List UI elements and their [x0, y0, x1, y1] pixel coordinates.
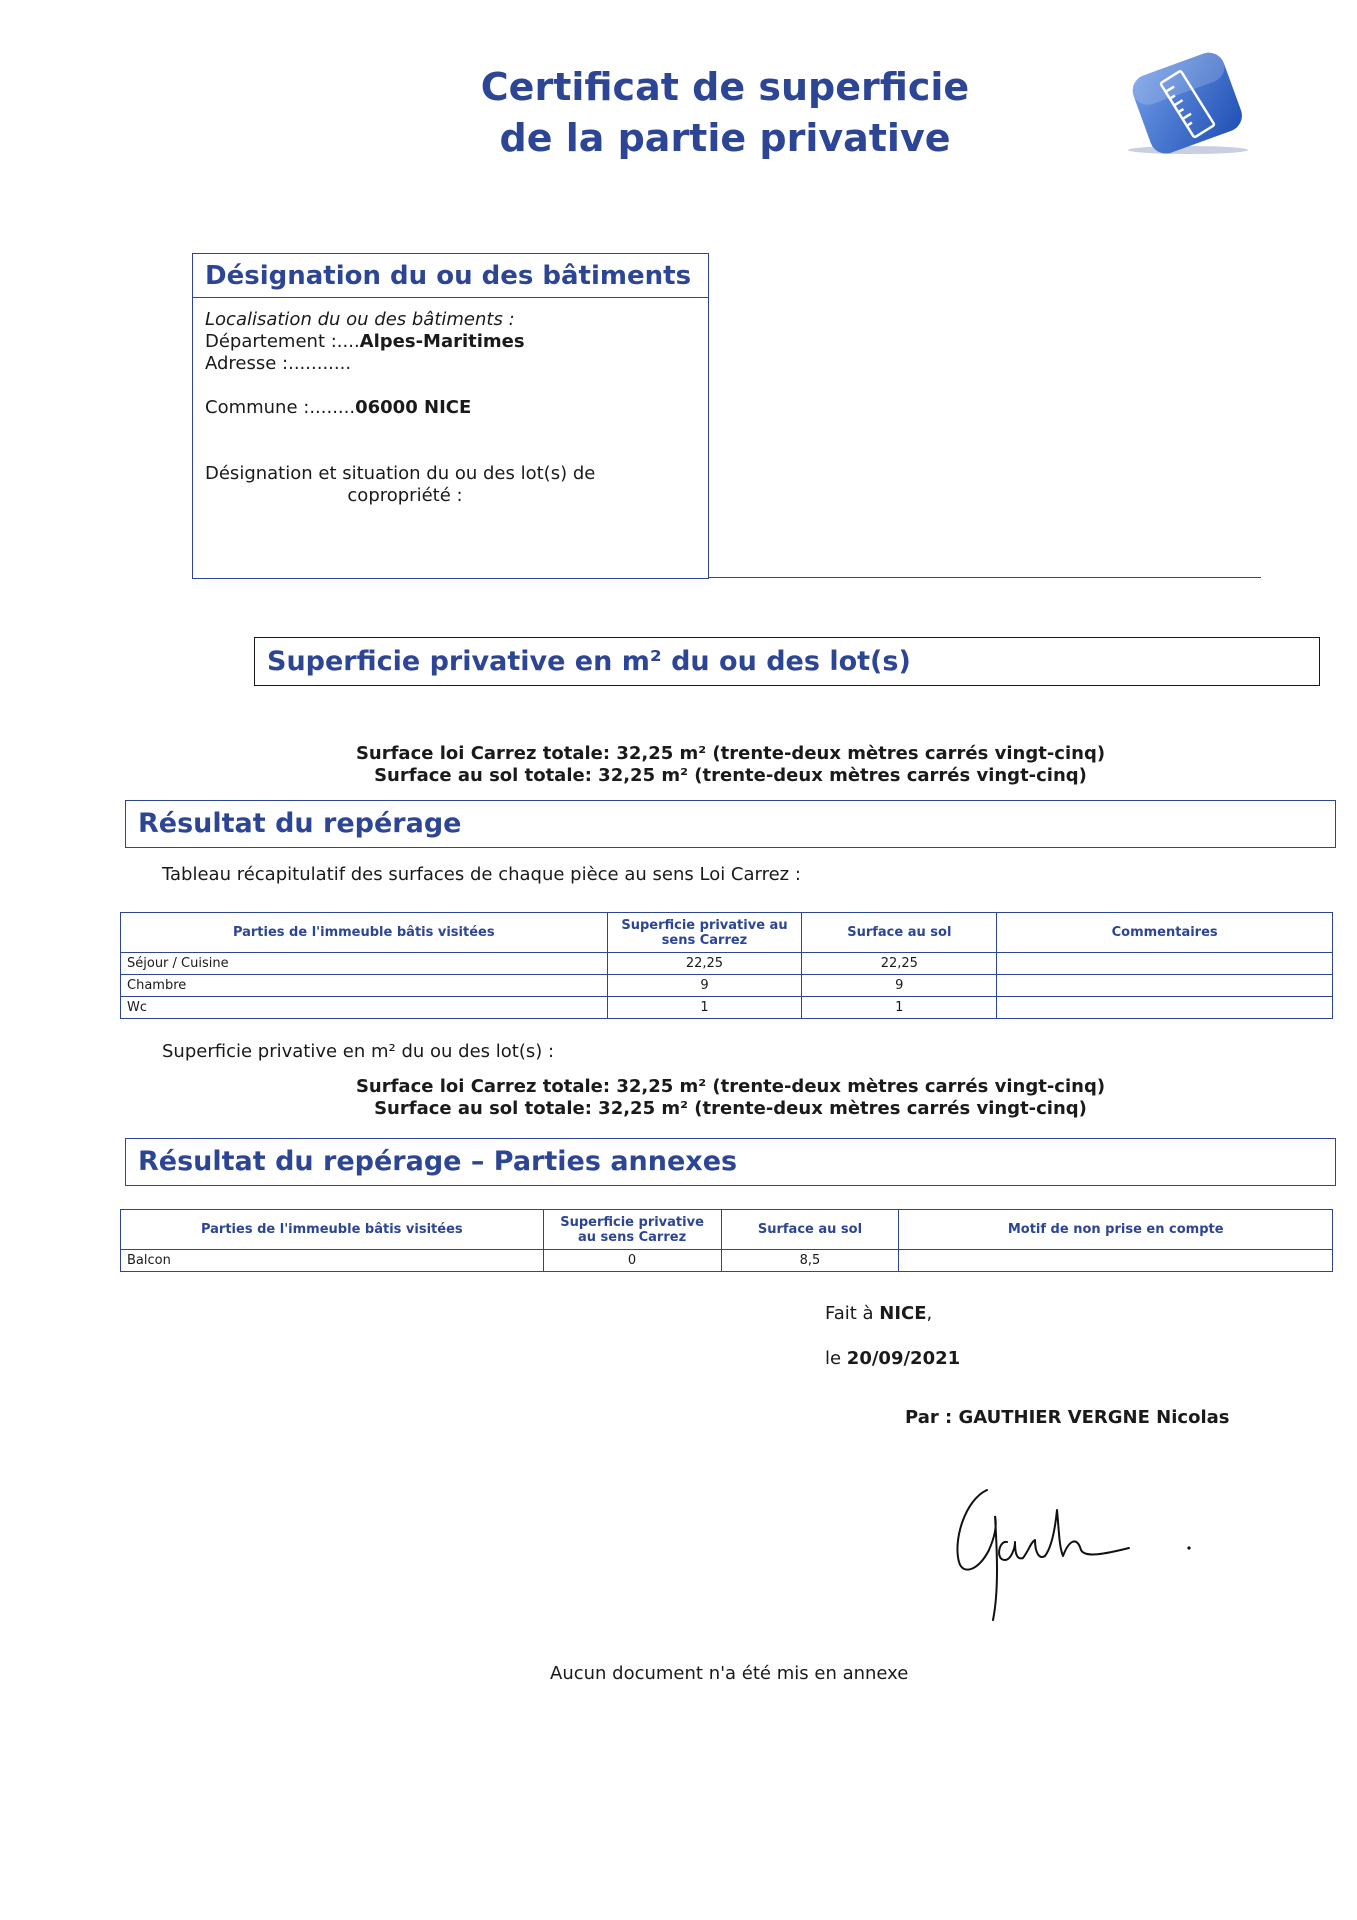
- table-header: Motif de non prise en compte: [899, 1210, 1333, 1250]
- table-cell: Wc: [121, 997, 608, 1019]
- localisation-label: Localisation du ou des bâtiments :: [205, 309, 515, 330]
- departement-value: Alpes-Maritimes: [359, 331, 525, 352]
- table-row: [121, 975, 1333, 997]
- annex-note: Aucun document n'a été mis en annexe: [550, 1663, 909, 1684]
- surfaces-table: [120, 912, 1333, 1019]
- designation-box: [192, 253, 709, 579]
- table-cell: 8,5: [721, 1250, 899, 1272]
- table-cell: 1: [607, 997, 802, 1019]
- table-row: [121, 1250, 1333, 1272]
- designation-divider: [709, 577, 1261, 578]
- annexes-table: [120, 1209, 1333, 1272]
- superficie-sol-total: Surface au sol totale: 32,25 m² (trente-deux mètres carrés vingt-cinq): [374, 765, 1087, 786]
- table-cell: [997, 975, 1333, 997]
- table-cell: Séjour / Cuisine: [121, 953, 608, 975]
- lots-label-line-1: Désignation et situation du ou des lot(s) de: [205, 463, 596, 484]
- table-header: Surface au sol: [721, 1210, 899, 1250]
- page-title: [360, 62, 1090, 164]
- resultat-sol-total: Surface au sol totale: 32,25 m² (trente-deux mètres carrés vingt-cinq): [374, 1098, 1087, 1119]
- lots-label-line-2: copropriété :: [347, 485, 463, 506]
- date-value: 20/09/2021: [846, 1348, 961, 1369]
- table-cell: 0: [543, 1250, 721, 1272]
- table-header: Commentaires: [997, 913, 1333, 953]
- signature: [945, 1470, 1205, 1630]
- departement-label: Département :....: [205, 331, 360, 352]
- table-header-row: [121, 913, 1333, 953]
- table-cell: [997, 997, 1333, 1019]
- date-label: le: [825, 1348, 847, 1369]
- title-line-2: de la partie privative: [499, 116, 951, 160]
- resultat-carrez-total: Surface loi Carrez totale: 32,25 m² (trente-deux mètres carrés vingt-cinq): [355, 1076, 1106, 1097]
- annexes-heading: Résultat du repérage – Parties annexes: [125, 1138, 1336, 1186]
- departement-line: [205, 331, 696, 353]
- date-line: [825, 1348, 960, 1370]
- designation-heading: Désignation du ou des bâtiments: [193, 254, 708, 298]
- table-cell: [899, 1250, 1333, 1272]
- fait-suffix: ,: [926, 1303, 933, 1324]
- table-cell: 9: [607, 975, 802, 997]
- resultat-intro: Tableau récapitulatif des surfaces de chaque pièce au sens Loi Carrez :: [162, 864, 801, 885]
- title-line-1: Certificat de superficie: [480, 65, 970, 109]
- table-header: Parties de l'immeuble bâtis visitées: [121, 913, 608, 953]
- table-cell: 22,25: [607, 953, 802, 975]
- table-cell: 9: [802, 975, 997, 997]
- table-row: [121, 997, 1333, 1019]
- fait-city: NICE: [879, 1303, 927, 1324]
- resultat-heading: Résultat du repérage: [125, 800, 1336, 848]
- table-cell: Balcon: [121, 1250, 544, 1272]
- designation-body: [193, 298, 708, 515]
- fait-a-line: [825, 1303, 932, 1325]
- table-header: Surface au sol: [802, 913, 997, 953]
- table-cell: [997, 953, 1333, 975]
- table-header: Superficie privative au sens Carrez: [543, 1210, 721, 1250]
- superficie-heading: Superficie privative en m² du ou des lot(s): [254, 637, 1320, 686]
- adresse-line: Adresse :...........: [205, 353, 352, 374]
- superficie-carrez-total: Surface loi Carrez totale: 32,25 m² (trente-deux mètres carrés vingt-cinq): [355, 743, 1106, 764]
- commune-line: [205, 397, 696, 419]
- table-row: [121, 953, 1333, 975]
- commune-value: 06000 NICE: [355, 397, 472, 418]
- commune-label: Commune :........: [205, 397, 356, 418]
- table-header: Superficie privative au sens Carrez: [607, 913, 802, 953]
- table-header: Parties de l'immeuble bâtis visitées: [121, 1210, 544, 1250]
- table-cell: Chambre: [121, 975, 608, 997]
- table-cell: 22,25: [802, 953, 997, 975]
- table-cell: 1: [802, 997, 997, 1019]
- ruler-icon: [1118, 50, 1258, 160]
- signatory-line: Par : GAUTHIER VERGNE Nicolas: [905, 1407, 1230, 1428]
- superficie-summary-label: Superficie privative en m² du ou des lot(s) :: [162, 1041, 555, 1062]
- fait-label: Fait à: [825, 1303, 880, 1324]
- table-header-row: [121, 1210, 1333, 1250]
